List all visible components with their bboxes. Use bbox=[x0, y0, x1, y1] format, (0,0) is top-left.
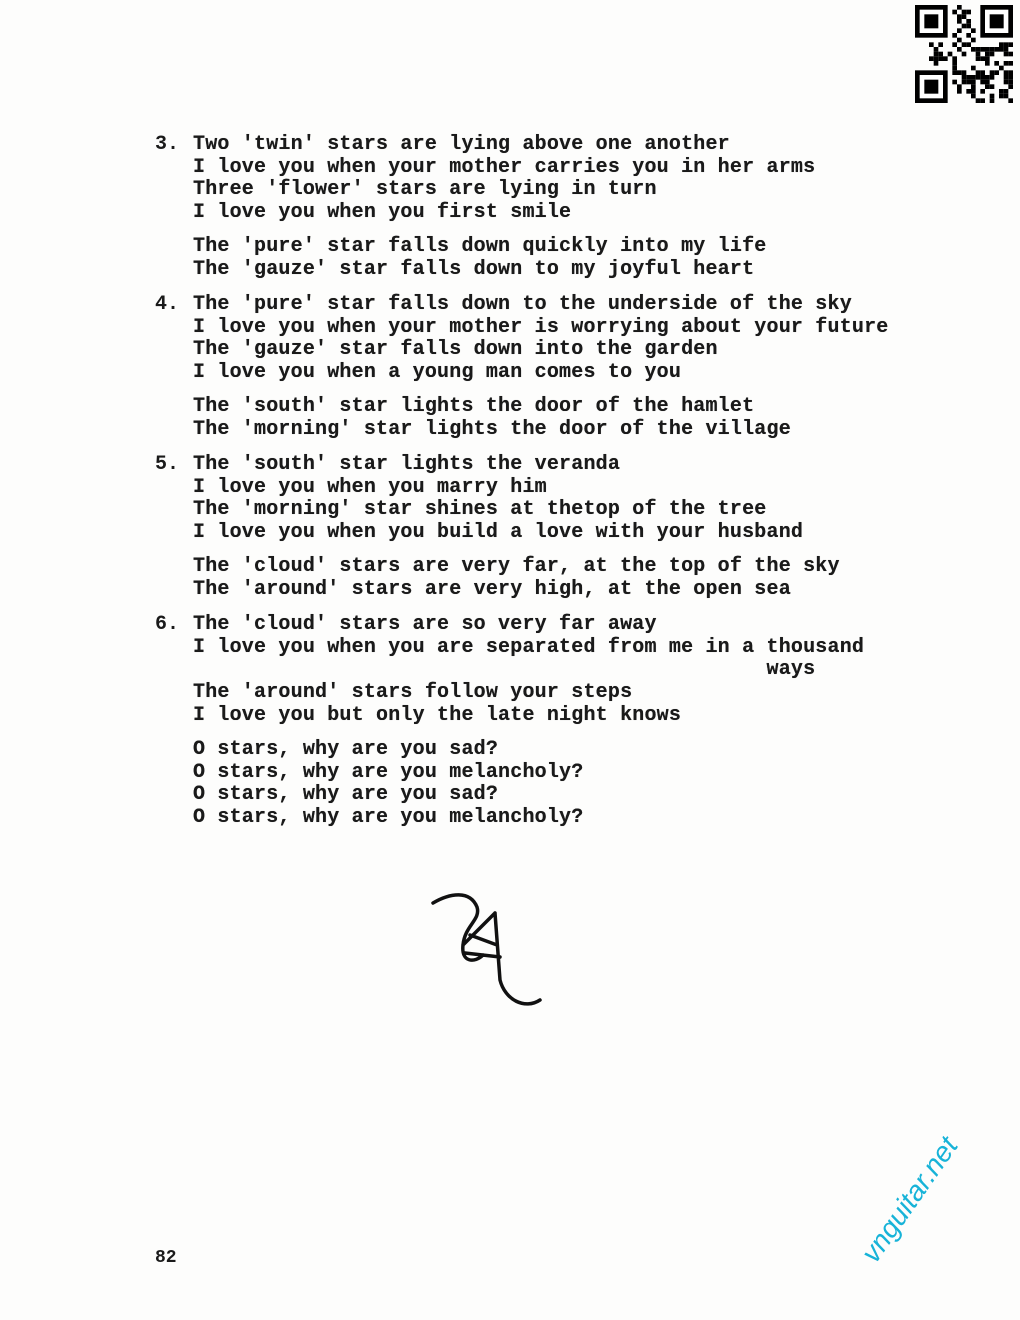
verse-line: I love you when your mother is worrying about your future bbox=[193, 315, 889, 339]
refrain-line: The 'gauze' star falls down to my joyful heart bbox=[193, 257, 755, 281]
verse-line: I love you when you build a love with your husband bbox=[193, 521, 804, 545]
watermark: vnguitar.net bbox=[855, 1130, 964, 1268]
refrain-line: O stars, why are you melancholy? bbox=[193, 806, 584, 830]
verse-line: I love you when you marry him bbox=[193, 475, 547, 499]
refrain-line: O stars, why are you sad? bbox=[193, 738, 499, 761]
verse-line: Two 'twin' stars are lying above one another bbox=[193, 133, 730, 156]
refrain-line: The 'around' stars are very high, at the open sea bbox=[193, 577, 791, 601]
page-number: 82 bbox=[155, 1248, 177, 1268]
verse-line: The 'cloud' stars are so very far away bbox=[193, 613, 657, 636]
signature-mark bbox=[425, 885, 550, 1015]
refrain-line: The 'morning' star lights the door of the village bbox=[193, 417, 791, 441]
verse-line: I love you when your mother carries you in her arms bbox=[193, 155, 816, 179]
verse-line: The 'morning' star shines at thetop of the tree bbox=[193, 498, 767, 522]
verse-line: The 'south' star lights the veranda bbox=[193, 453, 621, 476]
verse-line: I love you when you are separated from me in a thousand bbox=[193, 635, 865, 659]
refrain-line: The 'pure' star falls down quickly into my life bbox=[193, 235, 767, 258]
refrain-line: The 'cloud' stars are very far, at the top of the sky bbox=[193, 555, 840, 578]
verse-line: The 'pure' star falls down to the underside of the sky bbox=[193, 293, 852, 316]
qr-code-icon bbox=[915, 5, 1013, 103]
refrain-line: O stars, why are you sad? bbox=[193, 783, 499, 807]
verse-line: I love you but only the late night knows bbox=[193, 703, 682, 727]
verse-line: I love you when a young man comes to you bbox=[193, 361, 682, 385]
verse-line: The 'gauze' star falls down into the garden bbox=[193, 338, 718, 362]
verse-line: I love you when you first smile bbox=[193, 201, 572, 225]
verse-line: Three 'flower' stars are lying in turn bbox=[193, 178, 657, 202]
stanza-number: 6. bbox=[155, 613, 180, 636]
refrain-line: O stars, why are you melancholy? bbox=[193, 760, 584, 784]
stanza-number: 4. bbox=[155, 293, 180, 316]
verse-line: ways bbox=[193, 658, 816, 682]
stanza-number: 3. bbox=[155, 133, 180, 156]
stanza-number: 5. bbox=[155, 453, 180, 476]
verse-line: The 'around' stars follow your steps bbox=[193, 681, 633, 705]
refrain-line: The 'south' star lights the door of the hamlet bbox=[193, 395, 755, 418]
